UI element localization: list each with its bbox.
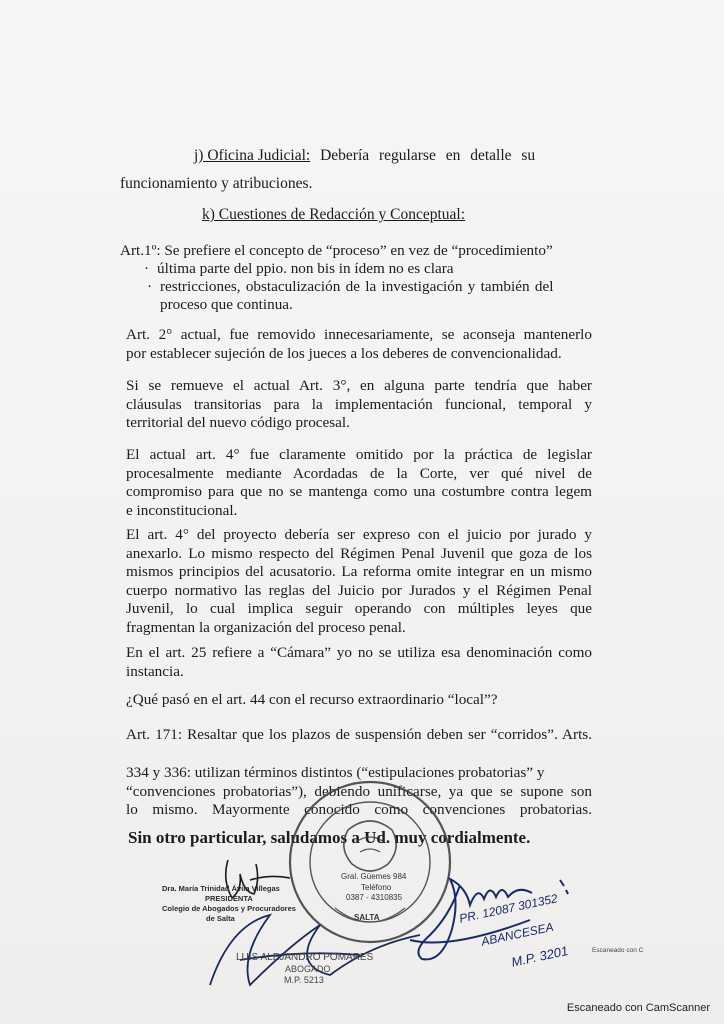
paragraph-line: territorial del nuevo código procesal. xyxy=(126,414,350,431)
signature-bottom-name: LUIS ALEJANDRO POMARES xyxy=(236,952,374,963)
paragraph-line: Juvenil, lo cual implica seguir operando con múltiples leyes que xyxy=(126,600,592,617)
closing-salutation: Sin otro particular, saludamos a Ud. muy cordialmente. xyxy=(128,828,531,847)
paragraph-line: e inconstitucional. xyxy=(126,501,238,519)
paragraph-line: fragmentan la organización del proceso penal. xyxy=(126,618,406,636)
cuestiones-label: k) Cuestiones de Redacción y Conceptual: xyxy=(202,206,466,223)
paragraph-line: instancia. xyxy=(126,662,184,680)
handwritten-line-2: ABANCESEA xyxy=(480,919,555,949)
signature-left-org-1: Colegio de Abogados y Procuradores xyxy=(162,904,296,913)
signature-bottom-role: ABOGADO xyxy=(285,964,331,974)
stamp-tel: 0387 - 4310835 xyxy=(346,893,403,902)
paragraph-line: ¿Qué pasó en el art. 44 con el recurso extraordinario “local”? xyxy=(126,691,498,708)
paragraph-line: Art. 2° actual, fue removido innecesariamente, se aconseja mantenerlo xyxy=(126,326,592,343)
signature-left-role: PRESIDENTA xyxy=(205,894,253,903)
oficina-rest: Debería regularse en detalle su xyxy=(310,147,536,164)
paragraph-line: cuerpo normativo las reglas del Juicio por Jurados y el Régimen Penal xyxy=(126,581,592,599)
paragraph-line: por establecer sujeción de los jueces a los deberes de convencionalidad. xyxy=(126,344,562,362)
signature-left-org-2: de Salta xyxy=(206,914,235,923)
stamp-city: SALTA xyxy=(354,913,380,922)
paragraph-line: “convenciones probatorias”), debiendo unificarse, ya que se supone son xyxy=(126,782,592,800)
oficina-line2: funcionamiento y atribuciones. xyxy=(120,175,313,192)
stamp-address: Gral. Güemes 984 xyxy=(341,872,407,881)
paragraph-line: El art. 4° del proyecto debería ser expreso con el juicio por jurado y xyxy=(126,526,592,543)
art1-intro: Art.1º: Se prefiere el concepto de “proceso” en vez de “procedimiento” xyxy=(120,242,553,259)
paragraph-line: cláusulas transitorias para la implementación funcional, temporal y xyxy=(126,395,592,413)
art1-bullet-2-text: restricciones, obstaculización de la investigación y también del xyxy=(160,278,554,295)
paragraph-line: procesalmente mediante Acordadas de la Corte, ver qué nivel de xyxy=(126,464,592,482)
camscanner-footer: Escaneado con CamScanner xyxy=(566,1002,710,1014)
paragraph-line: anexarlo. Lo mismo respecto del Régimen Penal Juvenil que goza de los xyxy=(126,544,592,562)
stamp-tel-label: Teléfono xyxy=(361,883,392,892)
signature-bottom-matricula: M.P. 5213 xyxy=(284,975,324,985)
bullet-dot-icon: · xyxy=(144,260,150,277)
bullet-dot-icon: · xyxy=(147,278,153,295)
oficina-label: j) Oficina Judicial: xyxy=(194,147,311,164)
paragraph-line: Si se remueve el actual Art. 3°, en alguna parte tendría que haber xyxy=(126,377,592,394)
paragraph-line: compromiso para que no se mantenga como una costumbre contra legem xyxy=(126,483,592,500)
paragraph-line: mismos principios del acusatorio. La reforma omite integrar en un mismo xyxy=(126,563,592,580)
side-scan-note: Escaneado con C xyxy=(592,947,644,954)
handwritten-line-1: PR. 12087 301352 xyxy=(458,891,559,926)
paragraph-line: Art. 171: Resaltar que los plazos de suspensión deben ser “corridos”. Arts. xyxy=(126,726,592,743)
signature-left-name: Dra. María Trinidad Ávila Villegas xyxy=(162,884,280,893)
paragraph-line: En el art. 25 refiere a “Cámara” yo no se utiliza esa denominación como xyxy=(126,644,592,661)
art1-bullet-2-line2: proceso que continua. xyxy=(160,296,293,313)
art1-bullet-1-text: última parte del ppio. non bis in ídem no es clara xyxy=(157,260,454,277)
paragraph-line: 334 y 336: utilizan términos distintos (“estipulaciones probatorias” y xyxy=(126,764,545,781)
paragraph-line: lo mismo. Mayormente conocido como convenciones probatorias. xyxy=(126,801,592,818)
paragraph-line: El actual art. 4° fue claramente omitido por la práctica de legislar xyxy=(126,446,592,463)
handwritten-line-3: M.P. 3201 xyxy=(510,943,570,970)
